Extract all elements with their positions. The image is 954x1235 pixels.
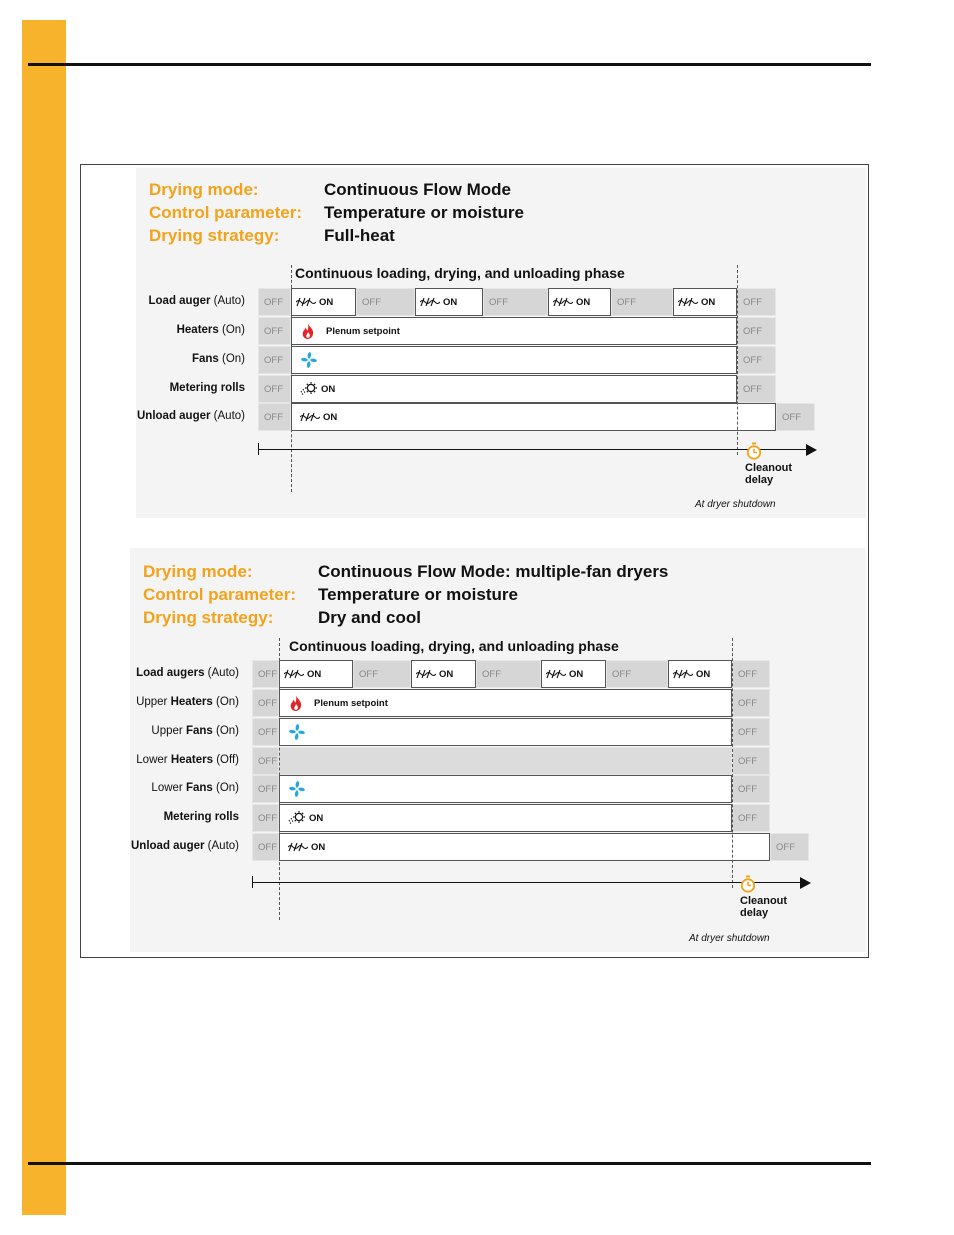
- state-off-cell: OFF: [252, 660, 279, 688]
- auger-icon: [420, 297, 440, 307]
- row-label: [99, 696, 239, 708]
- row-label-suffix: (On): [212, 782, 239, 794]
- row-label-prefix: Upper: [136, 696, 171, 708]
- row-label-prefix: Lower: [151, 782, 186, 794]
- state-on-label: ON: [696, 668, 711, 680]
- state-off-cell: OFF: [252, 689, 279, 717]
- auger-icon: [553, 297, 573, 307]
- state-off-cell: OFF: [732, 775, 770, 803]
- row-label-suffix: (On): [218, 353, 245, 365]
- header-rule: [28, 63, 871, 66]
- phase-start-marker: [291, 265, 292, 492]
- footer-rule: [28, 1162, 871, 1165]
- state-off-cell: OFF: [356, 288, 415, 316]
- row-label-name: Load augers: [136, 667, 205, 679]
- timeline-axis: [252, 882, 802, 883]
- state-on-label: ON: [443, 296, 458, 308]
- state-on-span: [291, 403, 776, 431]
- state-on-label: ON: [307, 668, 322, 680]
- state-on-span: [291, 317, 737, 345]
- plenum-setpoint-label: Plenum setpoint: [314, 697, 388, 709]
- state-off-cell: OFF: [737, 346, 776, 374]
- row-label-suffix: (Auto): [204, 840, 239, 852]
- auger-icon: [284, 669, 304, 679]
- row-label: [105, 353, 245, 365]
- state-off-cell: OFF: [252, 804, 279, 832]
- state-on-label: ON: [311, 841, 326, 853]
- row-label-name: Heaters: [170, 754, 214, 766]
- state-off-cell: OFF: [732, 747, 770, 775]
- state-off-cell: OFF: [353, 660, 411, 688]
- row-label-name: Unload auger: [131, 840, 205, 852]
- row-label-name: Heaters: [176, 324, 219, 336]
- timeline-start-tick: [258, 443, 259, 455]
- phase-start-marker: [279, 638, 280, 920]
- drying-mode-line: [143, 562, 703, 582]
- drying-strategy-line: [149, 226, 709, 246]
- state-off-cell: OFF: [258, 346, 291, 374]
- control-parameter-label: Control parameter:: [149, 203, 303, 222]
- state-off-cell: OFF: [732, 689, 770, 717]
- row-label: [105, 295, 245, 307]
- row-label-suffix: (Auto): [204, 667, 239, 679]
- row-label-name: Metering rolls: [163, 811, 239, 823]
- state-off-cell: OFF: [252, 775, 279, 803]
- row-label-name: Fans: [185, 725, 213, 737]
- auger-icon: [288, 842, 308, 852]
- row-label-name: Heaters: [170, 696, 213, 708]
- state-on-span: [291, 375, 737, 403]
- row-label: [105, 382, 245, 394]
- state-off-cell: OFF: [258, 288, 291, 316]
- state-on-label: ON: [701, 296, 716, 308]
- cleanout-label-line2: delay: [740, 907, 769, 919]
- row-label-suffix: (On): [218, 324, 245, 336]
- auger-icon: [296, 297, 316, 307]
- shutdown-label: At dryer shutdown: [689, 933, 770, 944]
- state-on-span: [279, 718, 732, 746]
- fan-icon: [288, 780, 306, 798]
- row-label-name: Metering rolls: [169, 382, 245, 394]
- row-label-suffix: (Auto): [210, 295, 245, 307]
- drying-mode-value: Continuous Flow Mode: multiple-fan dryers: [318, 562, 669, 581]
- state-off-cell: OFF: [737, 317, 776, 345]
- page-sidebar-stripe: [22, 20, 66, 1215]
- state-on-span: [279, 689, 732, 717]
- row-label: [99, 782, 239, 794]
- state-on-cell: [548, 288, 611, 316]
- row-label: [99, 754, 239, 766]
- state-off-cell: OFF: [732, 660, 770, 688]
- phase-end-marker: [737, 265, 738, 455]
- timer-icon: [740, 875, 756, 893]
- state-on-cell: [668, 660, 732, 688]
- drying-mode-label: Drying mode:: [149, 180, 259, 199]
- state-on-cell: [415, 288, 483, 316]
- state-on-span: [279, 833, 770, 861]
- cleanout-label-line1: Cleanout: [745, 462, 793, 474]
- state-on-cell: [541, 660, 606, 688]
- state-off-cell: OFF: [606, 660, 668, 688]
- row-label: [99, 811, 239, 823]
- state-off-cell: OFF: [732, 718, 770, 746]
- state-on-cell: [291, 288, 356, 316]
- drying-mode-label: Drying mode:: [143, 562, 253, 581]
- state-on-span: [279, 775, 732, 803]
- phase-title: Continuous loading, drying, and unloading phase: [295, 265, 625, 281]
- row-label-name: Unload auger: [137, 410, 211, 422]
- row-label-suffix: (Auto): [210, 410, 245, 422]
- cleanout-label-line2: delay: [745, 474, 774, 486]
- drying-strategy-label: Drying strategy:: [149, 226, 280, 245]
- row-label-prefix: Lower: [136, 754, 171, 766]
- shutdown-label: At dryer shutdown: [695, 499, 776, 510]
- plenum-setpoint-label: Plenum setpoint: [326, 325, 400, 337]
- drying-mode-value: Continuous Flow Mode: [324, 180, 511, 199]
- fan-icon: [288, 723, 306, 741]
- timeline-axis: [258, 449, 808, 450]
- state-off-cell: OFF: [252, 833, 279, 861]
- timeline-start-tick: [252, 876, 253, 888]
- state-on-cell: [279, 660, 353, 688]
- state-off-cell: OFF: [611, 288, 673, 316]
- drying-strategy-line: [143, 608, 703, 628]
- state-off-cell: OFF: [258, 317, 291, 345]
- timer-icon: [746, 442, 762, 460]
- flame-icon: [300, 322, 316, 340]
- state-off-cell: OFF: [776, 403, 815, 431]
- auger-icon: [673, 669, 693, 679]
- auger-icon: [300, 412, 320, 422]
- state-on-label: ON: [321, 383, 336, 395]
- fan-icon: [300, 351, 318, 369]
- metering-rolls-icon: [288, 810, 306, 826]
- cleanout-delay-label: [745, 462, 792, 486]
- state-off-cell: OFF: [258, 375, 291, 403]
- state-on-span: [279, 804, 732, 832]
- state-on-label: ON: [319, 296, 334, 308]
- control-parameter-line: [143, 585, 703, 605]
- state-on-label: ON: [323, 411, 338, 423]
- state-off-cell: OFF: [258, 403, 291, 431]
- state-off-cell: OFF: [737, 375, 776, 403]
- control-parameter-value: Temperature or moisture: [324, 203, 524, 222]
- row-label-name: Fans: [185, 782, 213, 794]
- row-label: [99, 840, 239, 852]
- row-label-suffix: (On): [212, 696, 239, 708]
- state-off-cell: OFF: [483, 288, 548, 316]
- phase-title: Continuous loading, drying, and unloading phase: [289, 638, 619, 654]
- row-label-name: Load auger: [148, 295, 211, 307]
- row-label: [99, 667, 239, 679]
- control-parameter-value: Temperature or moisture: [318, 585, 518, 604]
- state-off-cell: OFF: [252, 718, 279, 746]
- row-label-prefix: Upper: [151, 725, 186, 737]
- drying-strategy-value: Dry and cool: [318, 608, 421, 627]
- row-label: [99, 725, 239, 737]
- phase-end-marker: [732, 638, 733, 888]
- drying-mode-line: [149, 180, 709, 200]
- drying-strategy-label: Drying strategy:: [143, 608, 274, 627]
- row-label-suffix: (On): [212, 725, 239, 737]
- row-label-suffix: (Off): [213, 754, 239, 766]
- state-off-cell: OFF: [476, 660, 541, 688]
- row-label: [105, 410, 245, 422]
- state-on-cell: [673, 288, 737, 316]
- state-on-label: ON: [576, 296, 591, 308]
- state-on-cell: [411, 660, 476, 688]
- state-on-label: ON: [569, 668, 584, 680]
- timeline-arrow: [800, 877, 811, 889]
- auger-icon: [416, 669, 436, 679]
- row-label-name: Fans: [191, 353, 219, 365]
- cleanout-label-line1: Cleanout: [740, 895, 788, 907]
- timeline-arrow: [806, 444, 817, 456]
- state-off-cell: OFF: [770, 833, 809, 861]
- state-off-cell: OFF: [252, 747, 279, 775]
- drying-strategy-value: Full-heat: [324, 226, 395, 245]
- control-parameter-label: Control parameter:: [143, 585, 297, 604]
- state-off-span: [279, 747, 732, 775]
- cleanout-delay-label: [740, 895, 787, 919]
- row-label: [105, 324, 245, 336]
- state-on-span: [291, 346, 737, 374]
- metering-rolls-icon: [300, 381, 318, 397]
- auger-icon: [546, 669, 566, 679]
- state-off-cell: OFF: [737, 288, 776, 316]
- control-parameter-line: [149, 203, 709, 223]
- flame-icon: [288, 694, 304, 712]
- state-off-cell: OFF: [732, 804, 770, 832]
- state-on-label: ON: [439, 668, 454, 680]
- auger-icon: [678, 297, 698, 307]
- state-on-label: ON: [309, 812, 324, 824]
